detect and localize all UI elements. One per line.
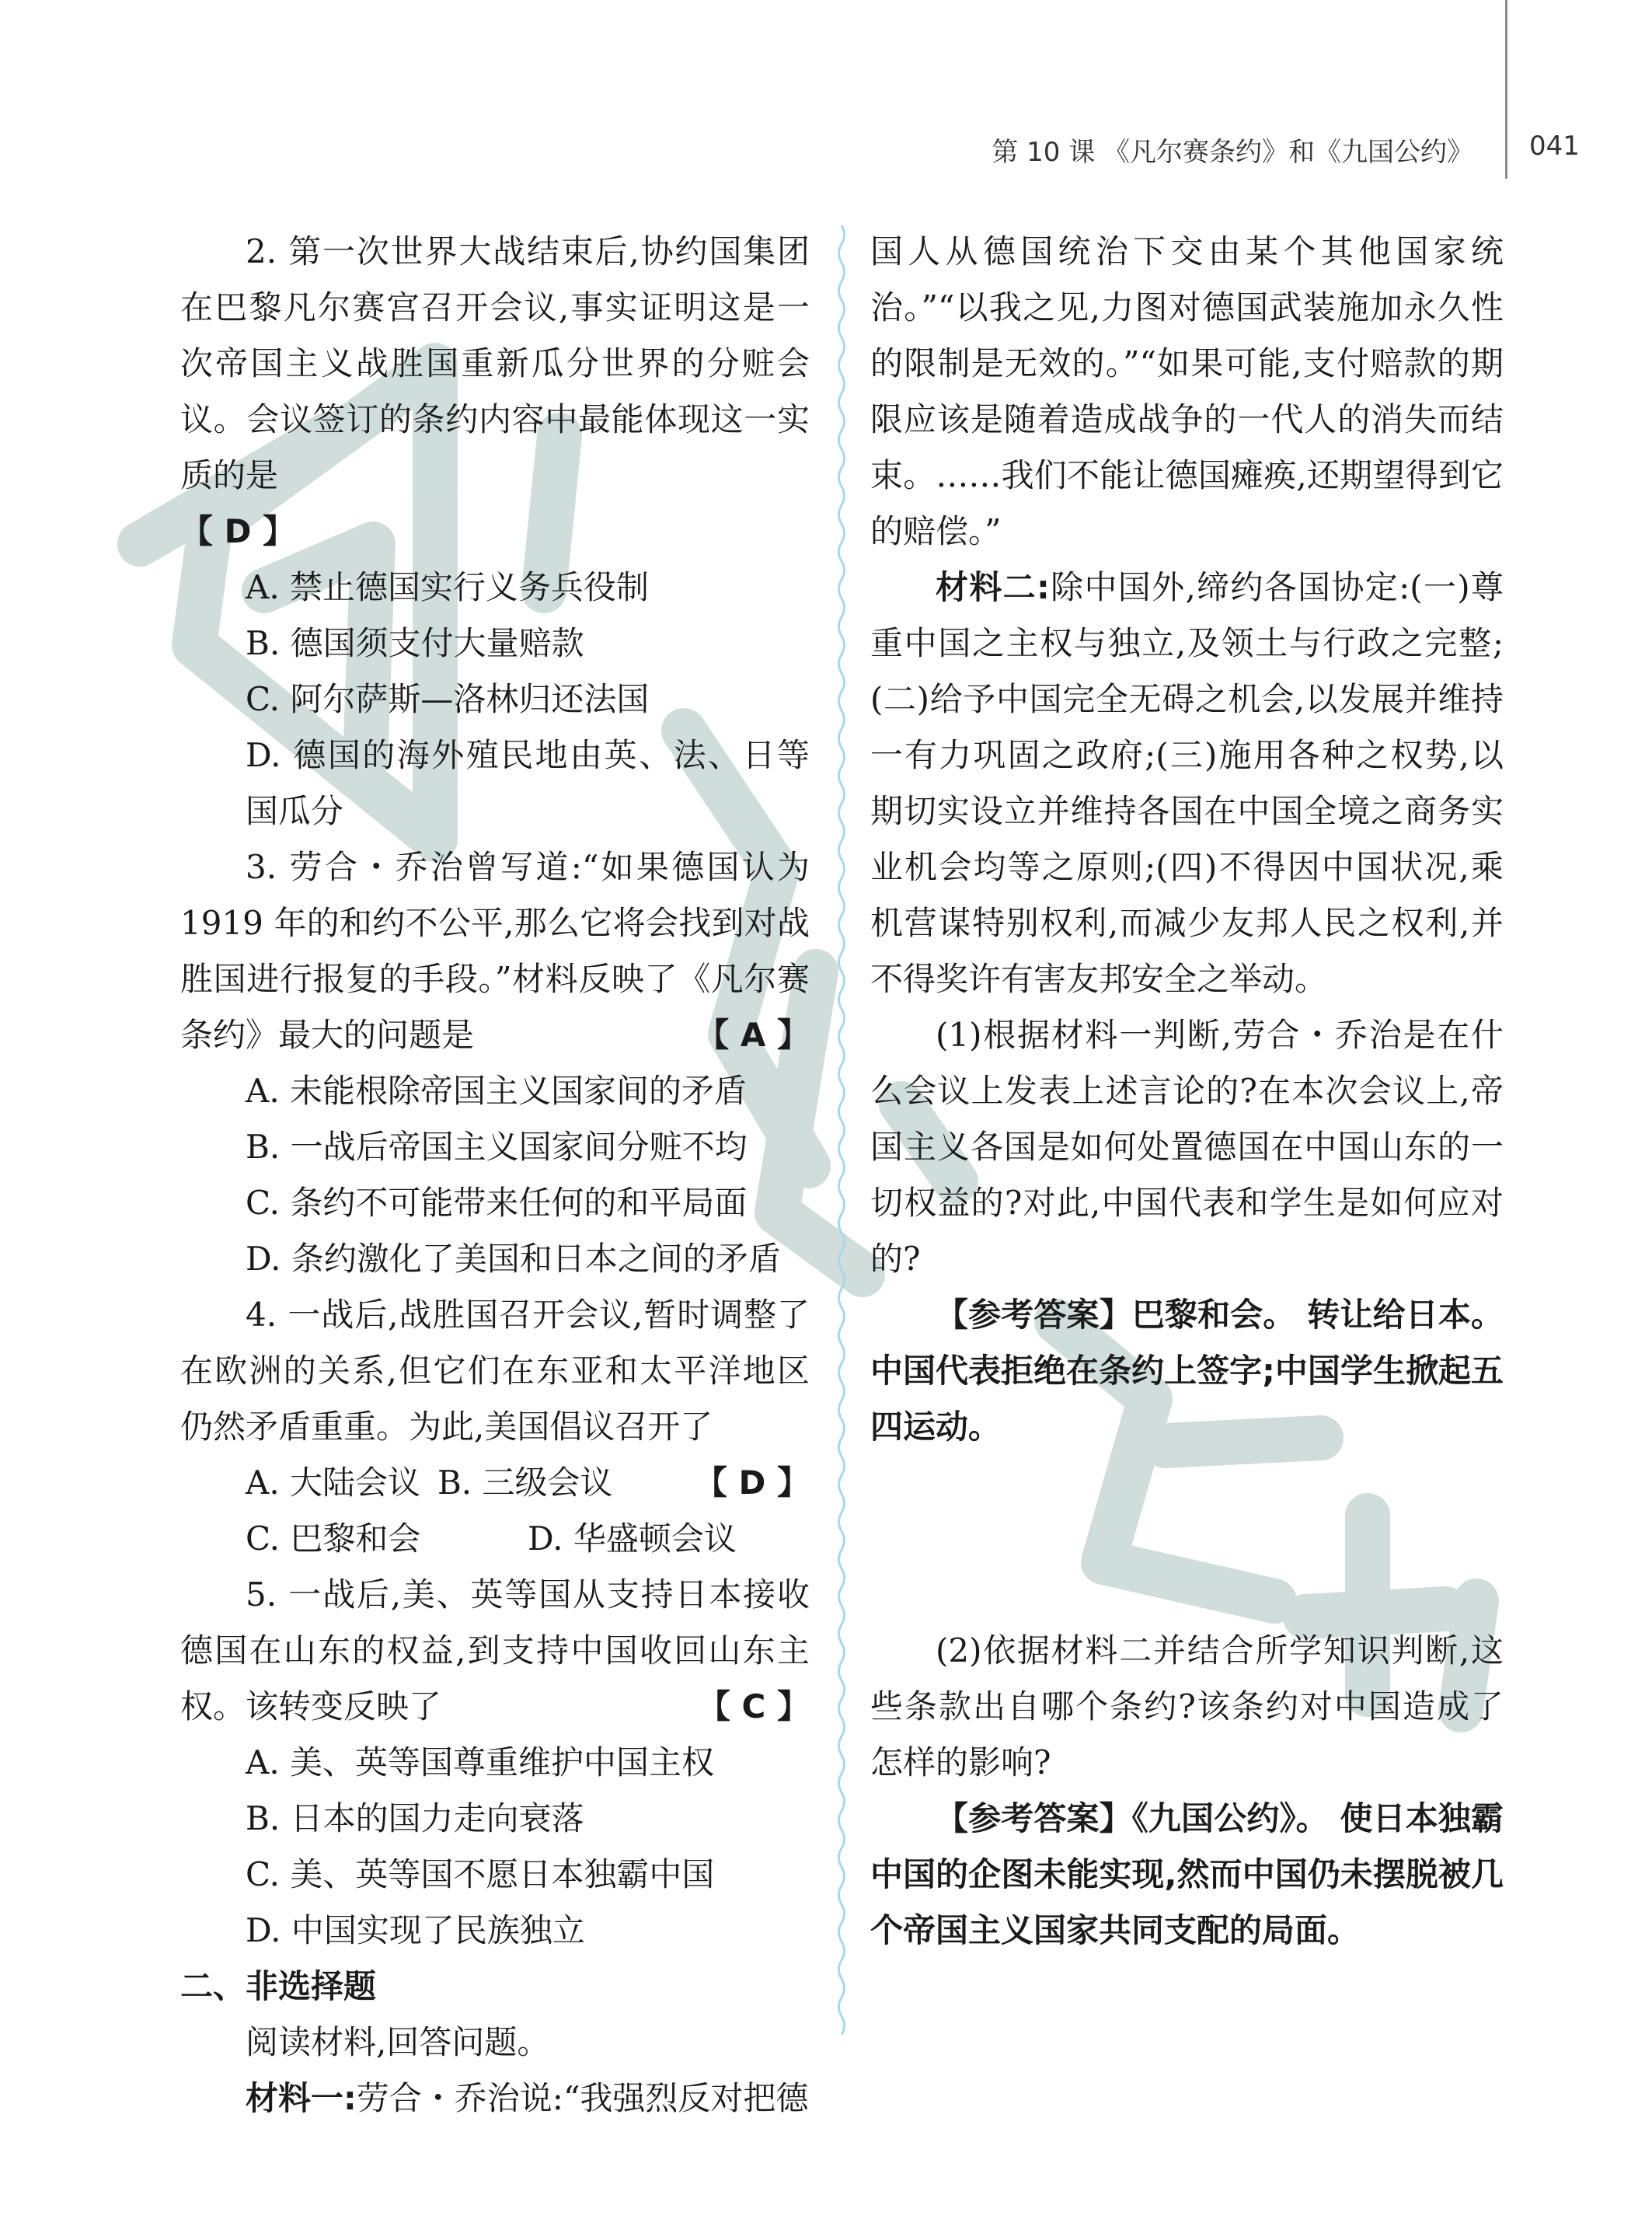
instruction: 阅读材料,回答问题。 <box>246 2023 550 2061</box>
right-column <box>870 224 1504 1959</box>
question-5-option-c: C. 美、英等国不愿日本独霸中国 <box>246 1855 715 1893</box>
question-2-answer: 【 D 】 <box>180 512 296 550</box>
answer-spacer <box>870 1455 1504 1623</box>
running-header: 第 10 课 《凡尔赛条约》和《九国公约》 <box>992 137 1473 168</box>
left-column <box>180 224 810 2127</box>
answer-1: 【参考答案】巴黎和会。 转让给日本。 中国代表拒绝在条约上签字;中国学生掀起五四运动。 <box>870 1296 1504 1446</box>
subquestion-1: (1)根据材料一判断,劳合・乔治是在什么会议上发表上述言论的?在本次会议上,帝国主义各国是如何处置德国在中国山东的一切权益的?对此,中国代表和学生是如何应对的? <box>870 1016 1504 1278</box>
question-5-option-a: A. 美、英等国尊重维护中国主权 <box>246 1743 715 1781</box>
question-3-option-c: C. 条约不可能带来任何的和平局面 <box>246 1184 748 1222</box>
material-2: 材料二:除中国外,缔约各国协定:(一)尊重中国之主权与独立,及领土与行政之完整;(二)给予中国完全无碍之机会,以发展并维持一有力巩固之政府;(三)施用各种之权势,以期切实设立并维持各国在中国全境之商务实业机会均等之原则;(四)不得因中国状况,乘机营谋特别权利,而减少友邦人民之权利,并不得奖许有害友邦安全之举动。 <box>870 568 1504 998</box>
question-4-stem: 4. 一战后,战胜国召开会议,暂时调整了在欧洲的关系,但它们在东亚和太平洋地区仍然矛盾重重。为此,美国倡议召开了 【 D 】 <box>180 1287 810 1455</box>
question-5-option-d: D. 中国实现了民族独立 <box>246 1911 585 1949</box>
question-2-option-c: C. 阿尔萨斯—洛林归还法国 <box>246 680 650 718</box>
question-2-option-d: D. 德国的海外殖民地由英、法、日等国瓜分 <box>246 736 810 830</box>
question-2-stem: 2. 第一次世界大战结束后,协约国集团在巴黎凡尔赛宫召开会议,事实证明这是一次帝国主义战胜国重新瓜分世界的分赃会议。会议签订的条约内容中最能体现这一实质的是 <box>180 232 810 494</box>
question-4-option-c: C. 巴黎和会 <box>246 1519 421 1558</box>
header-rule <box>1505 0 1507 179</box>
question-4-option-a: A. 大陆会议 <box>246 1464 421 1502</box>
question-4-answer: 【 D 】 <box>694 1464 810 1502</box>
answer-2: 【参考答案】《九国公约》。 使日本独霸中国的企图未能实现,然而中国仍未摆脱被几个帝国主义国家共同支配的局面。 <box>870 1799 1504 1949</box>
question-3-option-d: D. 条约激化了美国和日本之间的矛盾 <box>246 1240 781 1278</box>
question-4-options-row-1 <box>180 1455 629 1511</box>
material-2-label: 材料二: <box>936 568 1050 606</box>
question-5-option-b: B. 日本的国力走向衰落 <box>246 1799 584 1837</box>
question-4-option-b: B. 三级会议 <box>437 1464 613 1502</box>
material-1: 材料一:劳合・乔治说:“我强烈反对把德 <box>246 2079 809 2117</box>
question-4-options-row-2 <box>180 1511 810 1567</box>
question-5-stem: 5. 一战后,美、英等国从支持日本接收德国在山东的权益,到支持中国收回山东主权。该转变反映了 【 C 】 <box>180 1567 810 1735</box>
material-1-label: 材料一: <box>246 2079 357 2117</box>
question-4-option-d: D. 华盛顿会议 <box>528 1519 737 1558</box>
subquestion-2: (2)依据材料二并结合所学知识判断,这些条款出自哪个条约?该条约对中国造成了怎样的影响? <box>870 1631 1504 1781</box>
question-5-answer: 【 C 】 <box>697 1687 810 1725</box>
question-3-answer: 【 A 】 <box>696 1016 810 1054</box>
question-3-stem: 3. 劳合・乔治曾写道:“如果德国认为 1919 年的和约不公平,那么它将会找到对战胜国进行报复的手段。”材料反映了《凡尔赛条约》最大的问题是 【 A 】 <box>180 839 810 1063</box>
question-2-option-b: B. 德国须支付大量赔款 <box>246 624 584 662</box>
material-1-continued: 国人从德国统治下交由某个其他国家统治。”“以我之见,力图对德国武装施加永久性的限制是无效的。”“如果可能,支付赔款的期限应该是随着造成战争的一代人的消失而结束。……我们不能让德国瘫痪,还期望得到它的赔偿。” <box>870 232 1504 550</box>
section-heading: 二、非选择题 <box>180 1967 377 2005</box>
question-3-option-b: B. 一战后帝国主义国家间分赃不均 <box>246 1128 748 1166</box>
page-number: 041 <box>1529 131 1580 162</box>
column-divider <box>835 225 848 2044</box>
question-3-option-a: A. 未能根除帝国主义国家间的矛盾 <box>246 1072 748 1110</box>
question-2-option-a: A. 禁止德国实行义务兵役制 <box>246 568 650 606</box>
